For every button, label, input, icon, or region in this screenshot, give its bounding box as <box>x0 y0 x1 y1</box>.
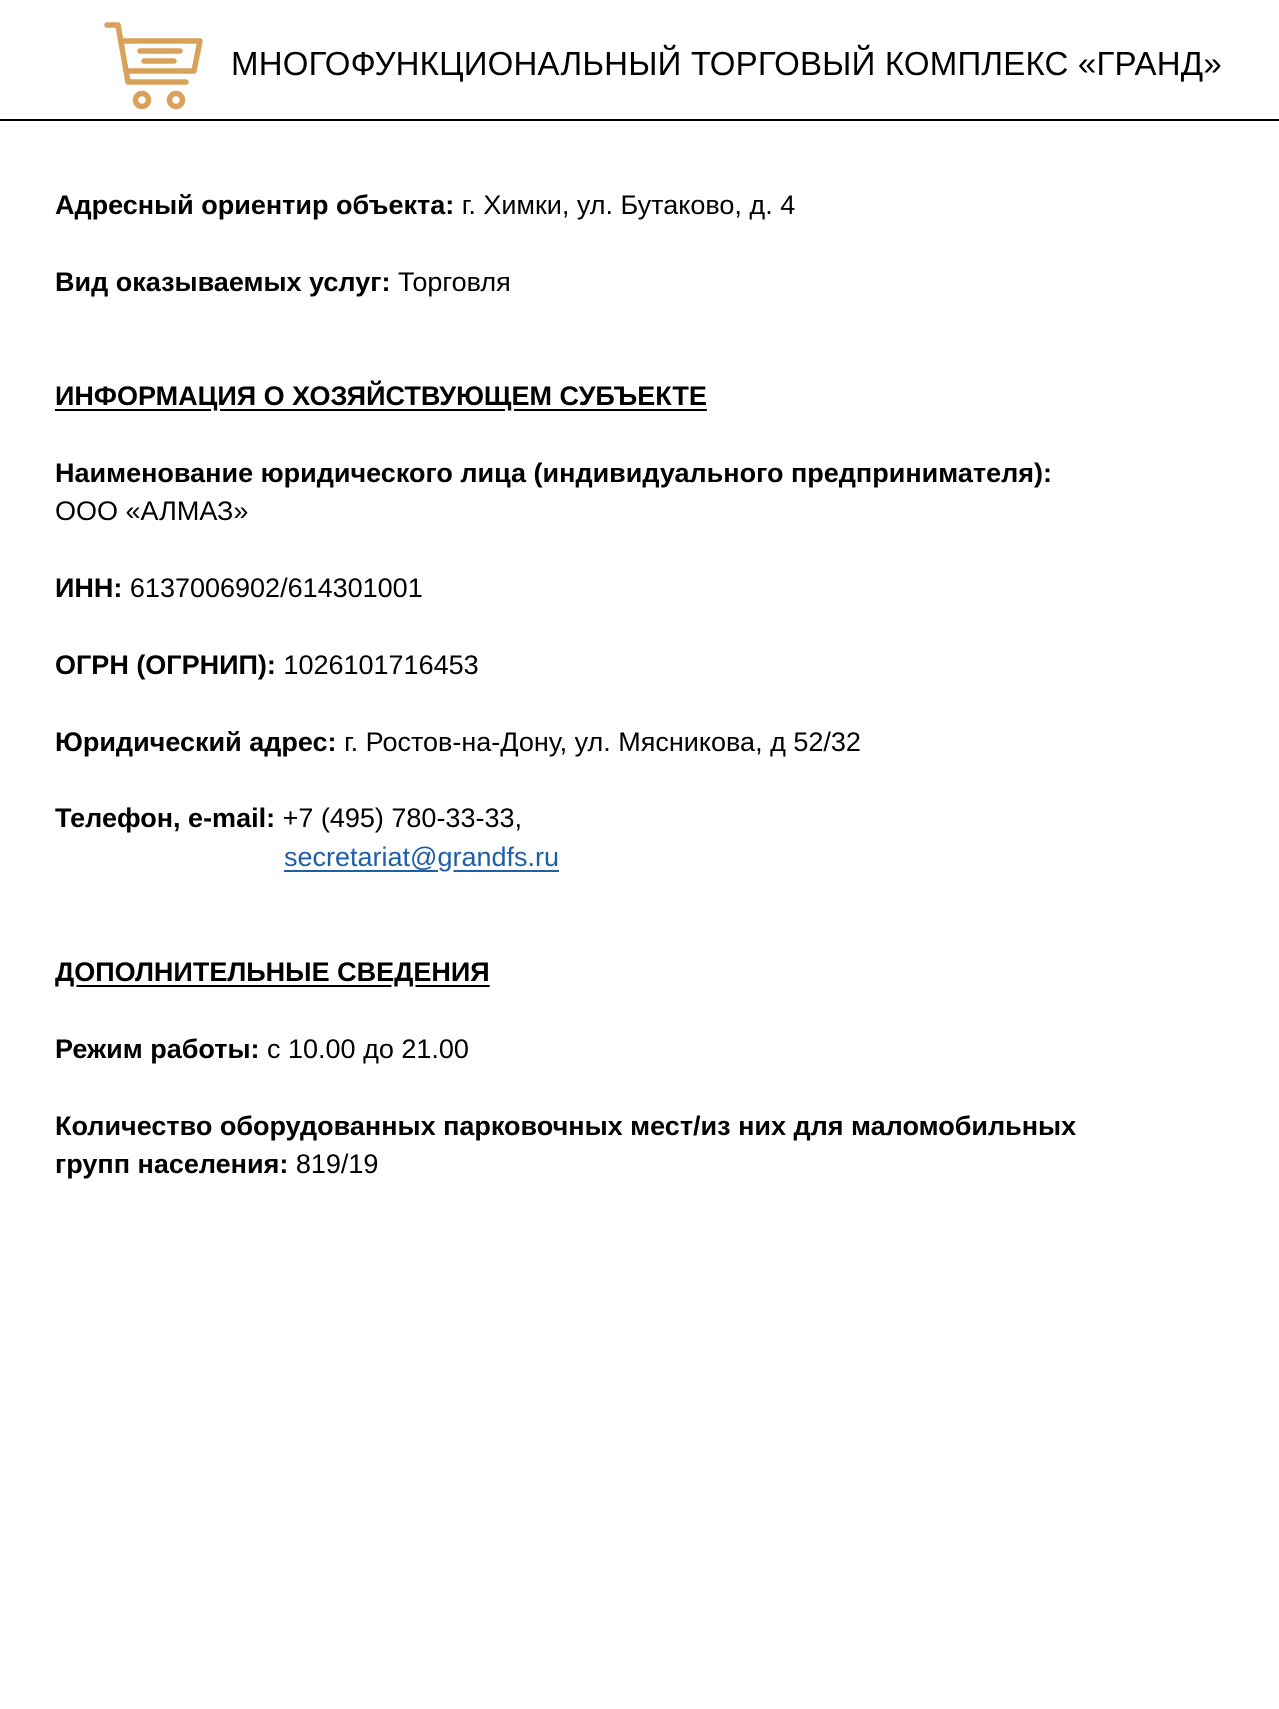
working-hours-field <box>55 1030 469 1068</box>
page-header <box>0 0 1279 121</box>
working-hours-value: с 10.00 до 21.00 <box>259 1034 469 1064</box>
parking-value: 819/19 <box>288 1149 379 1179</box>
ogrn-value: 1026101716453 <box>275 650 479 680</box>
parking-field <box>55 1145 378 1183</box>
inn-label: ИНН: <box>55 573 123 603</box>
parking-label-line1 <box>55 1107 1076 1145</box>
shopping-cart-icon <box>104 20 204 112</box>
inn-field <box>55 569 423 607</box>
object-address-value: г. Химки, ул. Бутаково, д. 4 <box>454 190 796 220</box>
working-hours-label: Режим работы: <box>55 1034 260 1064</box>
header-title: МНОГОФУНКЦИОНАЛЬНЫЙ ТОРГОВЫЙ КОМПЛЕКС «ГРАНД» <box>231 45 1222 82</box>
services-type <box>55 263 511 301</box>
ogrn-field <box>55 646 479 684</box>
contact-field <box>55 799 522 837</box>
legal-address-value: г. Ростов-на-Дону, ул. Мясникова, д 52/32 <box>336 727 861 757</box>
parking-label-line2: групп населения: <box>55 1149 289 1179</box>
entity-name-label-text: Наименование юридического лица (индивидуального предпринимателя): <box>55 458 1052 488</box>
object-address-label: Адресный ориентир объекта: <box>55 190 455 220</box>
email-link[interactable]: secretariat@grandfs.ru <box>284 842 560 872</box>
phone-value: +7 (495) 780-33-33, <box>275 803 522 833</box>
ogrn-label: ОГРН (ОГРНИП): <box>55 650 276 680</box>
parking-label-line1-text: Количество оборудованных парковочных мест/из них для маломобильных <box>55 1111 1077 1141</box>
entity-section-heading: ИНФОРМАЦИЯ О ХОЗЯЙСТВУЮЩЕМ СУБЪЕКТЕ <box>55 381 707 411</box>
entity-name-label <box>55 454 1052 492</box>
entity-name-value: ООО «АЛМАЗ» <box>55 496 249 526</box>
additional-section-heading: ДОПОЛНИТЕЛЬНЫЕ СВЕДЕНИЯ <box>55 957 490 987</box>
services-type-label: Вид оказываемых услуг: <box>55 267 391 297</box>
legal-address-field <box>55 723 861 761</box>
services-type-value: Торговля <box>390 267 511 297</box>
object-address <box>55 186 795 224</box>
legal-address-label: Юридический адрес: <box>55 727 337 757</box>
inn-value: 6137006902/614301001 <box>122 573 423 603</box>
contact-label: Телефон, e-mail: <box>55 803 276 833</box>
